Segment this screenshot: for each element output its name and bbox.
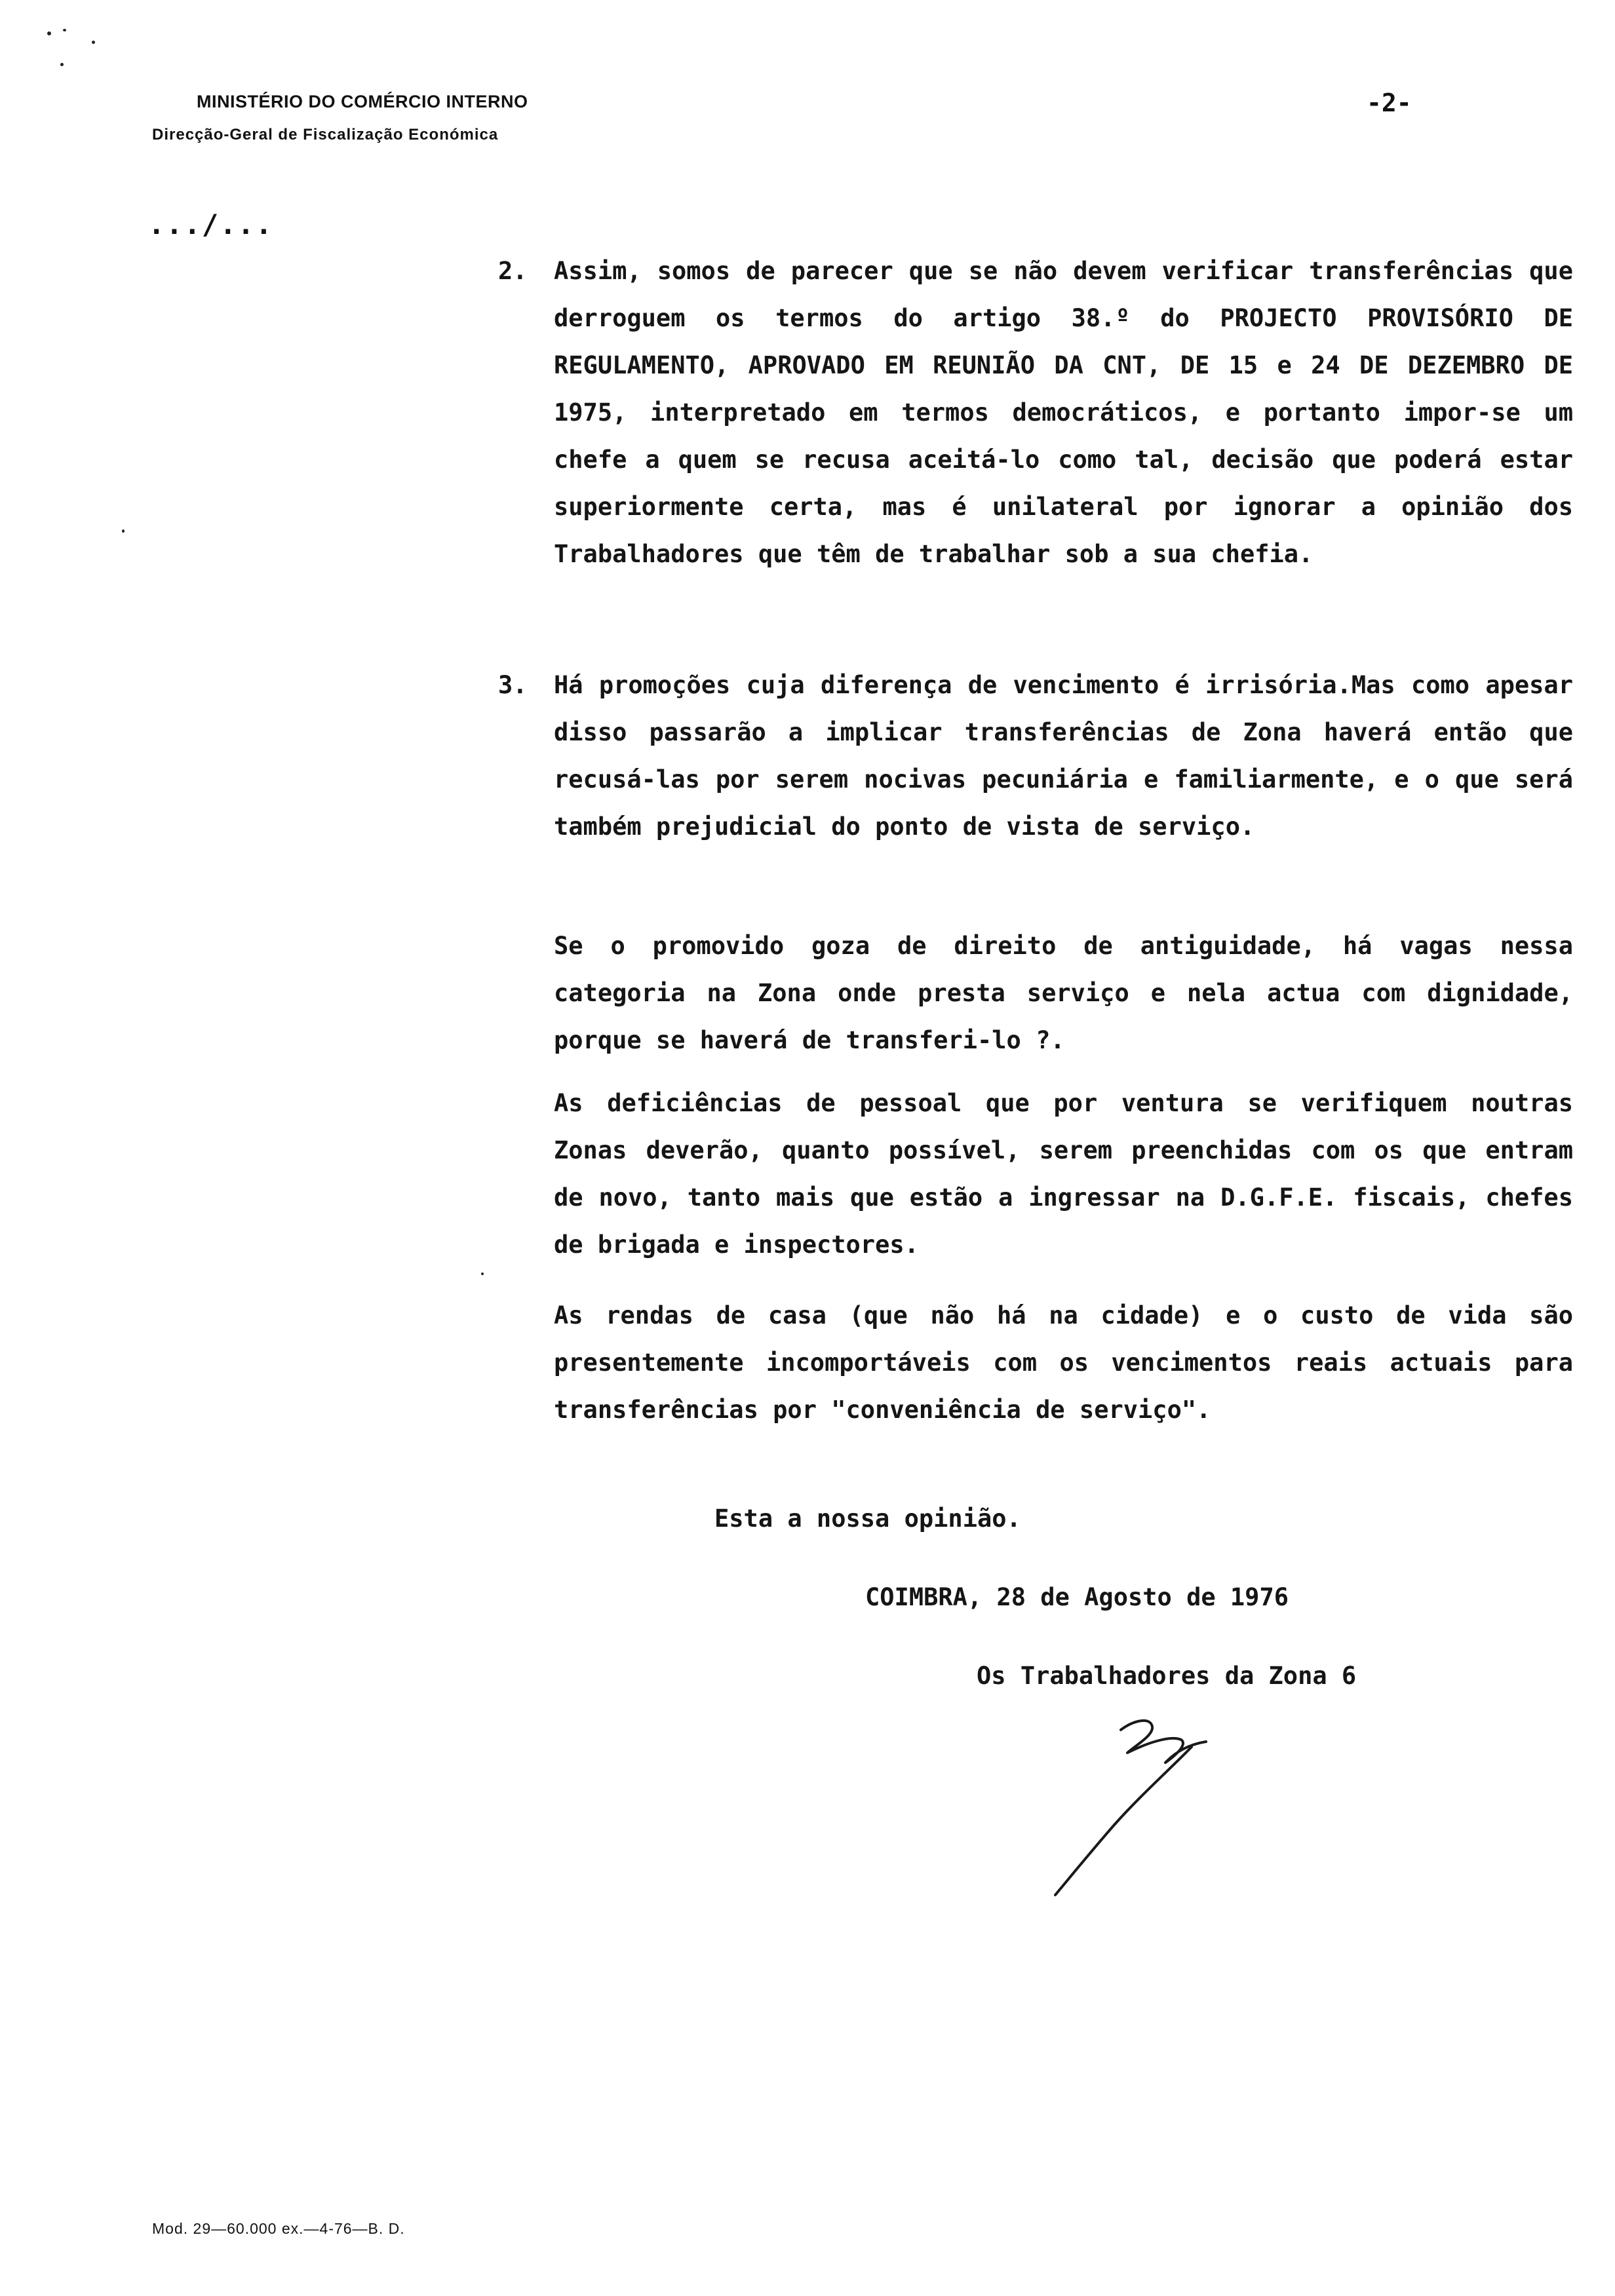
item-text: Assim, somos de parecer que se não devem verificar transferências que derroguem os termos do artigo 38.º do PROJECTO PROVISÓRIO DE REGULAMENTO, APROVADO EM REUNIÃO DA CNT, DE 15 e 24 DE DEZEMBRO DE 1975, interpretado em termos democráticos, e portanto impor-se um chefe a quem se recusa aceitá-lo como tal, decisão que poderá estar superiormente certa, mas é unilateral por ignorar a opinião dos Trabalhadores que têm de trabalhar sob a sua chefia. <box>554 257 1573 568</box>
scan-speck <box>481 1272 484 1275</box>
paragraph: Se o promovido goza de direito de antiguidade, há vagas nessa categoria na Zona onde presta serviço e nela actua com dignidade, porque se haverá de transferi-lo ?. <box>554 932 1573 1054</box>
form-footer: Mod. 29—60.000 ex.—4-76—B. D. <box>152 2220 405 2237</box>
item-number: 2. <box>498 257 528 285</box>
directorate-name: Direcção-Geral de Fiscalização Económica <box>152 126 499 144</box>
scan-speck <box>60 63 64 66</box>
scan-speck <box>47 31 51 35</box>
paragraph: As deficiências de pessoal que por ventura se verifiquem noutras Zonas deverão, quanto possível, serem preenchidas com os que entram de novo, tanto mais que estão a ingressar na D.G.F.E. fiscais, chefes de brigada e inspectores. <box>554 1089 1573 1259</box>
scan-speck <box>92 41 95 44</box>
scan-speck <box>122 529 125 533</box>
closing-line: Esta a nossa opinião. <box>714 1504 1021 1533</box>
item-text: Há promoções cuja diferença de vencimento é irrisória.Mas como apesar disso passarão a implicar transferências de Zona haverá então que recusá-las por serem nocivas pecuniária e familiarmente, e o que será também prejudicial do ponto de vista de serviço. <box>554 671 1573 841</box>
page-number: -2- <box>1367 88 1412 117</box>
ministry-name: MINISTÉRIO DO COMÉRCIO INTERNO <box>197 92 528 111</box>
handwritten-signature <box>1036 1704 1258 1907</box>
paragraph: As rendas de casa (que não há na cidade) e o custo de vida são presentemente incomportáveis com os vencimentos reais actuais para transferências por "conveniência de serviço". <box>554 1301 1573 1424</box>
item-number: 3. <box>498 671 528 699</box>
continuation-mark: .../... <box>148 208 274 240</box>
signatory: Os Trabalhadores da Zona 6 <box>977 1662 1357 1690</box>
scan-speck <box>63 29 66 31</box>
place-and-date: COIMBRA, 28 de Agosto de 1976 <box>865 1583 1289 1611</box>
